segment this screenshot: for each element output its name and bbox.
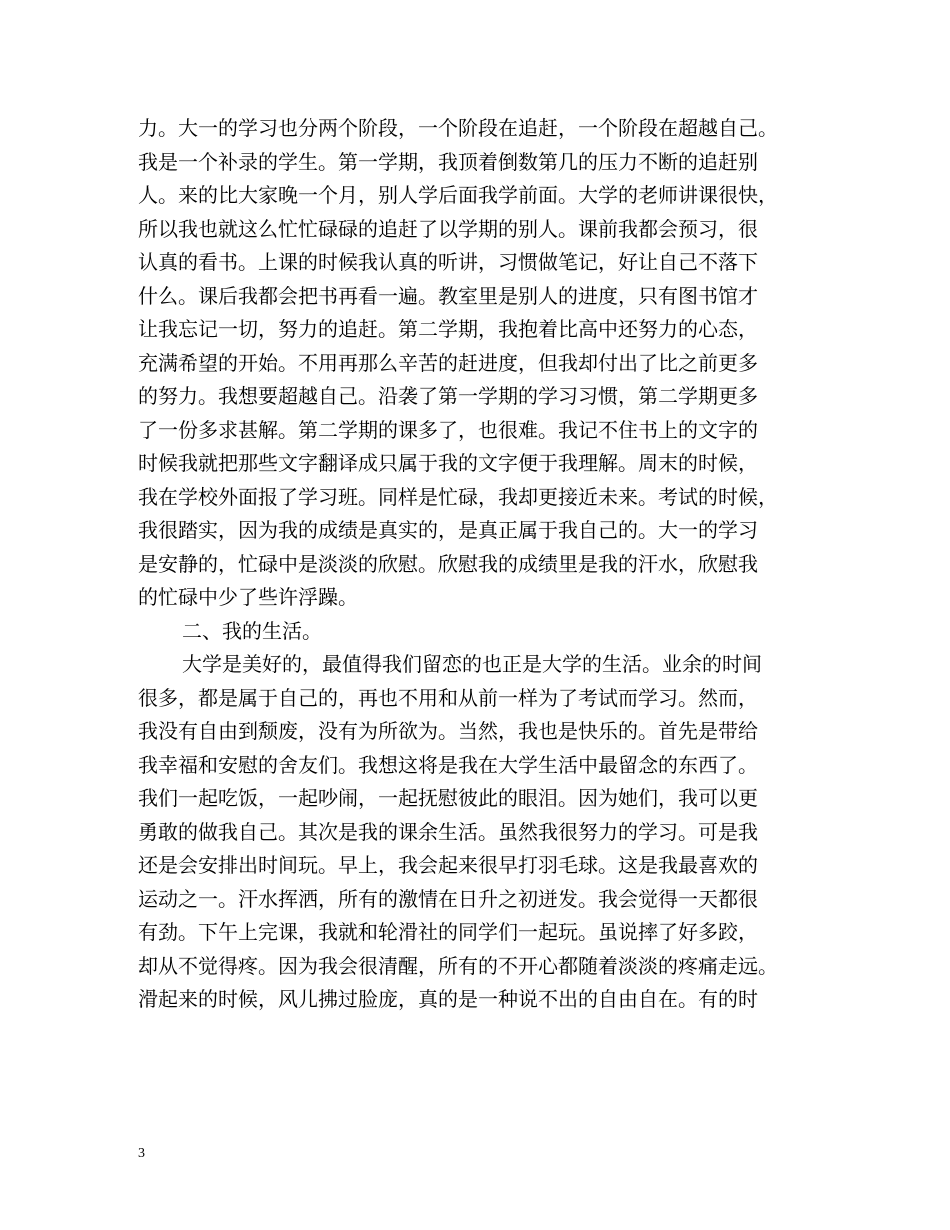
text-line: 时候我就把那些文字翻译成只属于我的文字便于我理解。周末的时候， bbox=[138, 451, 758, 475]
text-line: 人。来的比大家晚一个月，别人学后面我学前面。大学的老师讲课很快， bbox=[138, 183, 778, 207]
text-line: 却从不觉得疼。因为我会很清醒，所有的不开心都随着淡淡的疼痛走远。 bbox=[138, 953, 778, 978]
text-line: 让我忘记一切，努力的追赶。第二学期，我抱着比高中还努力的心态， bbox=[138, 317, 758, 341]
text-line: 勇敢的做我自己。其次是我的课余生活。虽然我很努力的学习。可是我 bbox=[138, 819, 758, 844]
text-line: 所以我也就这么忙忙碌碌的追赶了以学期的别人。课前我都会预习，很 bbox=[138, 216, 758, 241]
page-number: 3 bbox=[138, 1146, 145, 1161]
text-line: 我们一起吃饭，一起吵闹，一起抚慰彼此的眼泪。因为她们，我可以更 bbox=[138, 786, 758, 810]
text-line: 还是会安排出时间玩。早上，我会起来很早打羽毛球。这是我最喜欢的 bbox=[138, 853, 758, 877]
text-line: 很多，都是属于自己的，再也不用和从前一样为了考试而学习。然而， bbox=[138, 685, 758, 710]
text-line: 我很踏实，因为我的成绩是真实的，是真正属于我自己的。大一的学习 bbox=[138, 518, 758, 542]
text-line: 有劲。下午上完课，我就和轮滑社的同学们一起玩。虽说摔了好多跤， bbox=[138, 920, 758, 944]
text-line: 什么。课后我都会把书再看一遍。教室里是别人的进度，只有图书馆才 bbox=[138, 283, 758, 308]
text-line: 二、我的生活。 bbox=[182, 618, 322, 643]
text-line: 认真的看书。上课的时候我认真的听讲，习惯做笔记，好让自己不落下 bbox=[138, 250, 758, 274]
text-line: 运动之一。汗水挥洒，所有的激情在日升之初迸发。我会觉得一天都很 bbox=[138, 886, 758, 911]
body-text bbox=[138, 112, 838, 1017]
text-line: 我没有自由到颓废，没有为所欲为。当然，我也是快乐的。首先是带给 bbox=[138, 719, 758, 743]
text-line: 大学是美好的，最值得我们留恋的也正是大学的生活。业余的时间 bbox=[182, 652, 762, 676]
text-line: 我在学校外面报了学习班。同样是忙碌，我却更接近未来。考试的时候， bbox=[138, 484, 778, 509]
text-line: 力。大一的学习也分两个阶段，一个阶段在追赶，一个阶段在超越自己。 bbox=[138, 116, 778, 140]
text-line: 我是一个补录的学生。第一学期，我顶着倒数第几的压力不断的追赶别 bbox=[138, 149, 758, 174]
text-line: 滑起来的时候，风儿拂过脸庞，真的是一种说不出的自由自在。有的时 bbox=[138, 987, 758, 1011]
text-line: 充满希望的开始。不用再那么辛苦的赶进度，但我却付出了比之前更多 bbox=[138, 350, 758, 375]
text-line: 的努力。我想要超越自己。沿袭了第一学期的学习习惯，第二学期更多 bbox=[138, 384, 758, 408]
text-line: 我幸福和安慰的舍友们。我想这将是我在大学生活中最留念的东西了。 bbox=[138, 752, 758, 777]
text-line: 了一份多求甚解。第二学期的课多了，也很难。我记不住书上的文字的 bbox=[138, 417, 758, 442]
text-line: 是安静的，忙碌中是淡淡的欣慰。欣慰我的成绩里是我的汗水，欣慰我 bbox=[138, 551, 758, 576]
text-line: 的忙碌中少了些许浮躁。 bbox=[138, 585, 358, 609]
